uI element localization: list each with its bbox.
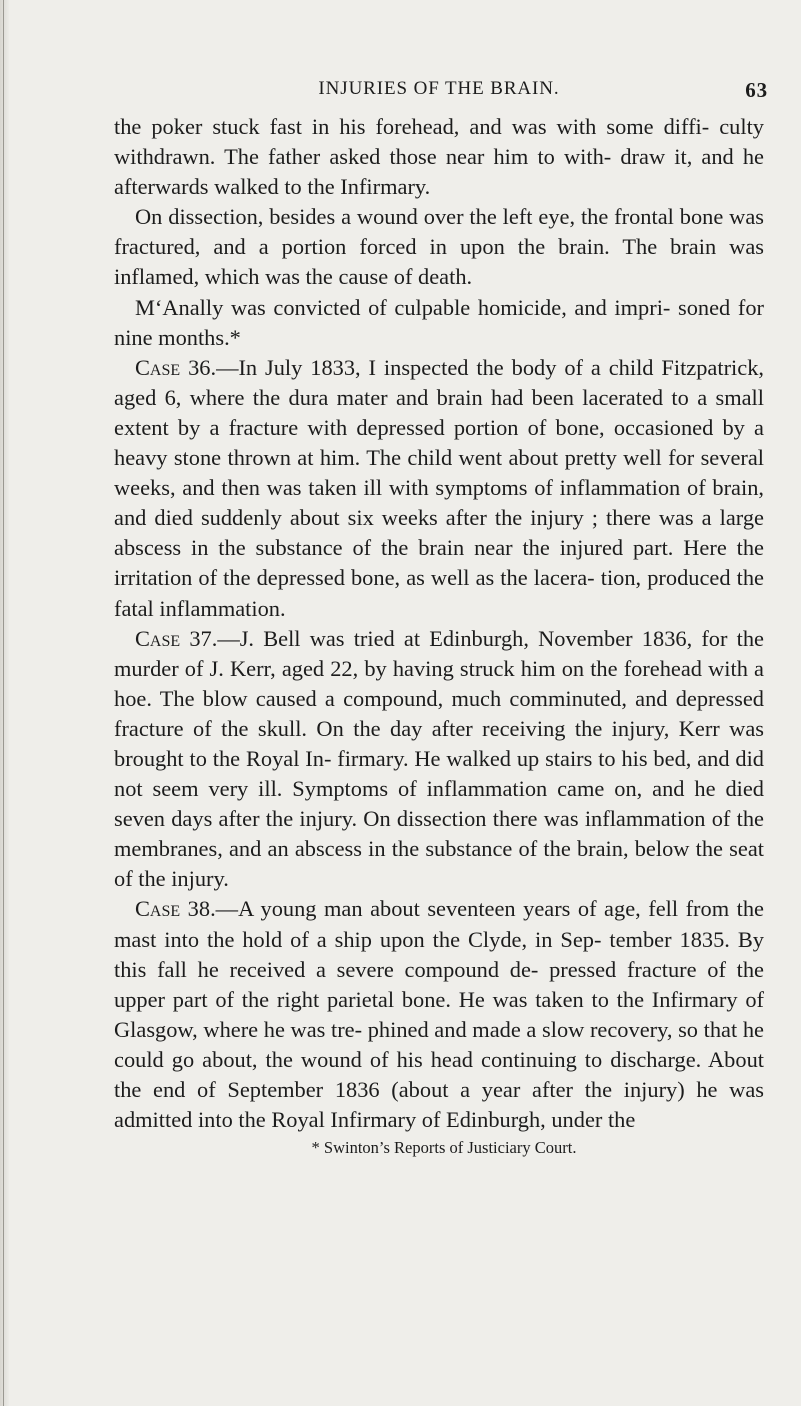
paragraph-continuation: the poker stuck fast in his forehead, and was with some diffi- culty withdrawn. The father asked those near him to with- draw it, and he afterwards walked to the Infirmary.	[114, 114, 764, 200]
paragraph-dissection: On dissection, besides a wound over the left eye, the frontal bone was fractured, and a portion forced in upon the brain. The brain was inflamed, which was the cause of death.	[114, 204, 764, 290]
case-38-label: Case 38.	[135, 896, 216, 922]
binding-line	[3, 0, 4, 1406]
case-37-text: —J. Bell was tried at Edinburgh, November 1836, for the murder of J. Kerr, aged 22, by having struck him on the forehead with a hoe. The blow caused a compound, much comminuted, and depressed fracture of the skull. On the day after receiving the injury, Kerr was brought to the Royal In- firmary. He walked up stairs to his bed, and did not seem very ill. Symptoms of inflammation came on, and he died seven days after the injury. On dissection there was inflammation of the membranes, and an abscess in the substance of the brain, below the seat of the injury.	[114, 625, 764, 892]
page-number: 63	[745, 78, 768, 102]
page-gutter	[0, 0, 9, 1406]
footnote: * Swinton’s Reports of Justiciary Court.	[311, 1138, 577, 1158]
book-page	[114, 78, 768, 1158]
case-37-label: Case 37.	[135, 625, 218, 651]
case-36-text: —In July 1833, I inspected the body of a child Fitzpatrick, aged 6, where the dura mater and brain had been lacerated to a small extent by a fracture with depressed portion of bone, occasioned by a heavy stone thrown at him. The child went about pretty well for several weeks, and then was taken ill with symptoms of inflammation of brain, and died suddenly about six weeks after the injury ; there was a large abscess in the substance of the brain near the injured part. Here the irritation of the depressed bone, as well as the lacera- tion, produced the fatal inflammation.	[114, 354, 764, 621]
paragraph-conviction: M‘Anally was convicted of culpable homicide, and impri- soned for nine months.*	[114, 294, 764, 350]
case-36-label: Case 36.	[135, 354, 217, 380]
paragraph-case-36	[114, 353, 764, 624]
case-38-text: —A young man about seventeen years of age, fell from the mast into the hold of a ship upon the Clyde, in Sep- tember 1835. By this fall he received a severe compound de- pressed fracture of the upper part of the right parietal bone. He was taken to the Infirmary of Glasgow, where he was tre- phined and made a slow recovery, so that he could go about, the wound of his head continuing to discharge. About the end of September 1836 (about a year after the injury) he was admitted into the Royal Infirmary of Edinburgh, under the	[114, 896, 764, 1133]
paragraph-case-38	[114, 894, 764, 1135]
paragraph-case-37	[114, 624, 764, 895]
running-head	[114, 78, 768, 112]
running-title: INJURIES OF THE BRAIN.	[318, 78, 560, 99]
